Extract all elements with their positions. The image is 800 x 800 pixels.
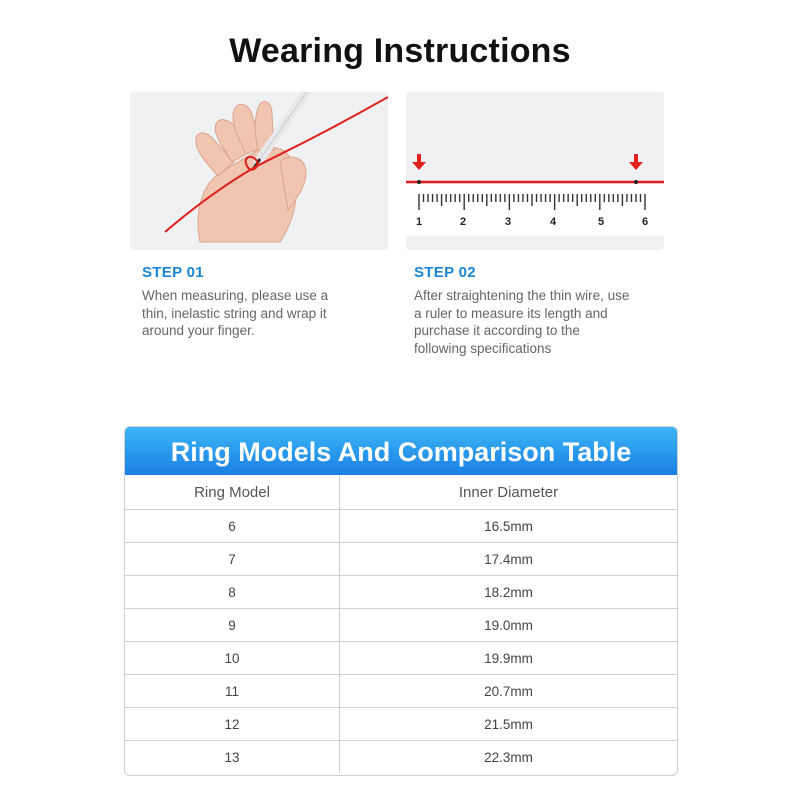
ring-model-cell: 12 — [125, 708, 340, 741]
ruler-image — [406, 92, 664, 250]
ring-model-cell: 7 — [125, 543, 340, 576]
ring-model-cell: 6 — [125, 510, 340, 543]
ruler-number: 3 — [504, 216, 512, 228]
table-title: Ring Models And Comparison Table — [125, 427, 677, 475]
ruler-number: 1 — [415, 216, 423, 228]
table-row — [125, 675, 677, 708]
table-row — [125, 543, 677, 576]
ruler-number: 6 — [641, 216, 649, 228]
inner-diameter-cell: 22.3mm — [340, 741, 678, 774]
inner-diameter-cell: 21.5mm — [340, 708, 678, 741]
table-row — [125, 708, 677, 741]
table-row — [125, 741, 677, 774]
ruler-number: 2 — [459, 216, 467, 228]
ring-model-cell: 9 — [125, 609, 340, 642]
table-header-row — [125, 475, 677, 510]
column-header: Ring Model — [125, 475, 340, 510]
comparison-table — [124, 426, 678, 776]
table-row — [125, 609, 677, 642]
table-row — [125, 510, 677, 543]
table-row — [125, 576, 677, 609]
step-02 — [414, 264, 654, 357]
step-label: STEP 01 — [142, 264, 204, 281]
step-description: After straightening the thin wire, use a ruler to measure its length and purchase it according to the following specifications — [414, 288, 630, 356]
ruler-number: 5 — [597, 216, 605, 228]
inner-diameter-cell: 20.7mm — [340, 675, 678, 708]
page-title: Wearing Instructions — [229, 32, 571, 70]
step-description: When measuring, please use a thin, inelastic string and wrap it around your finger. — [142, 288, 329, 338]
ruler-number: 4 — [549, 216, 557, 228]
inner-diameter-cell: 19.0mm — [340, 609, 678, 642]
inner-diameter-cell: 18.2mm — [340, 576, 678, 609]
inner-diameter-cell: 19.9mm — [340, 642, 678, 675]
ring-model-cell: 8 — [125, 576, 340, 609]
ring-model-cell: 10 — [125, 642, 340, 675]
ring-model-cell: 11 — [125, 675, 340, 708]
ring-model-cell: 13 — [125, 741, 340, 774]
inner-diameter-cell: 17.4mm — [340, 543, 678, 576]
inner-diameter-cell: 16.5mm — [340, 510, 678, 543]
column-header: Inner Diameter — [458, 483, 559, 501]
step-01 — [142, 264, 382, 340]
step-label: STEP 02 — [414, 264, 476, 281]
table-row — [125, 642, 677, 675]
finger-measure-image — [130, 92, 388, 250]
